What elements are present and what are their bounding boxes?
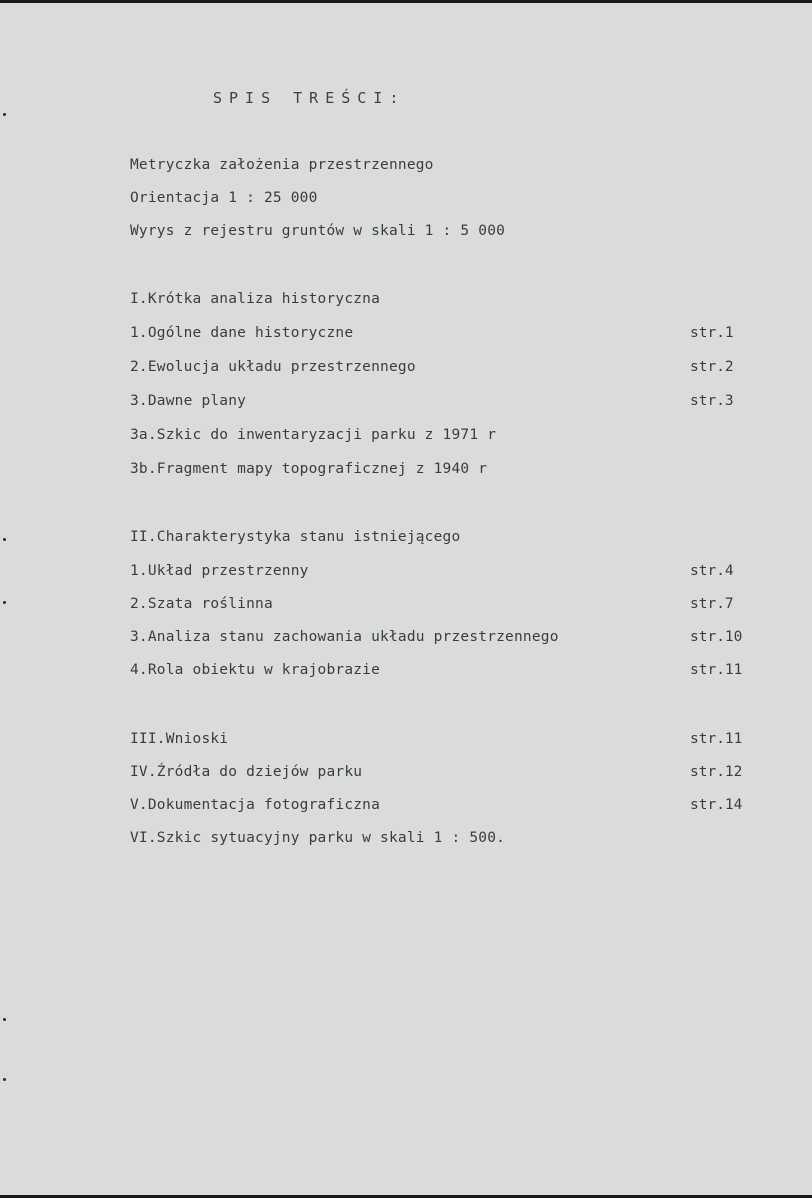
toc-entry-text: 3.Dawne plany — [130, 393, 247, 409]
section-heading: II.Charakterystyka stanu istniejącego — [130, 529, 461, 545]
toc-entry-text: 3a.Szkic do inwentaryzacji parku z 1971 r — [130, 427, 497, 443]
toc-entry-text: 3b.Fragment mapy topograficznej z 1940 r — [130, 461, 488, 477]
toc-entry-text: 2.Ewolucja układu przestrzennego — [130, 359, 416, 375]
toc-entry-text: III.Wnioski — [130, 731, 229, 747]
toc-entry-page: str.12 — [690, 764, 743, 780]
punch-mark — [3, 1078, 6, 1081]
toc-entry-text: 2.Szata roślinna — [130, 596, 273, 612]
toc-entry-text: 1.Ogólne dane historyczne — [130, 325, 354, 341]
punch-mark — [3, 601, 6, 604]
section-heading: I.Krótka analiza historyczna — [130, 291, 381, 307]
toc-entry-text: 4.Rola obiektu w krajobrazie — [130, 662, 381, 678]
toc-entry-page: str.11 — [690, 662, 743, 678]
page-title: SPIS TREŚCI: — [213, 89, 406, 107]
intro-line: Orientacja 1 : 25 000 — [130, 190, 318, 206]
intro-line: Wyrys z rejestru gruntów w skali 1 : 5 000 — [130, 223, 506, 239]
toc-entry-page: str.14 — [690, 797, 743, 813]
toc-entry-page: str.11 — [690, 731, 743, 747]
toc-entry-page: str.1 — [690, 325, 734, 341]
toc-entry-page: str.7 — [690, 596, 734, 612]
punch-mark — [3, 113, 6, 116]
toc-entry-text: 1.Układ przestrzenny — [130, 563, 309, 579]
toc-entry-text: VI.Szkic sytuacyjny parku w skali 1 : 500. — [130, 830, 506, 846]
punch-mark — [3, 1018, 6, 1021]
document-page — [0, 3, 812, 1195]
toc-entry-page: str.4 — [690, 563, 734, 579]
toc-entry-text: IV.Źródła do dziejów parku — [130, 764, 363, 780]
toc-entry-page: str.2 — [690, 359, 734, 375]
toc-entry-text: V.Dokumentacja fotograficzna — [130, 797, 381, 813]
intro-line: Metryczka założenia przestrzennego — [130, 157, 434, 173]
toc-entry-page: str.10 — [690, 629, 743, 645]
punch-mark — [3, 538, 6, 541]
toc-entry-text: 3.Analiza stanu zachowania układu przestrzennego — [130, 629, 559, 645]
toc-entry-page: str.3 — [690, 393, 734, 409]
